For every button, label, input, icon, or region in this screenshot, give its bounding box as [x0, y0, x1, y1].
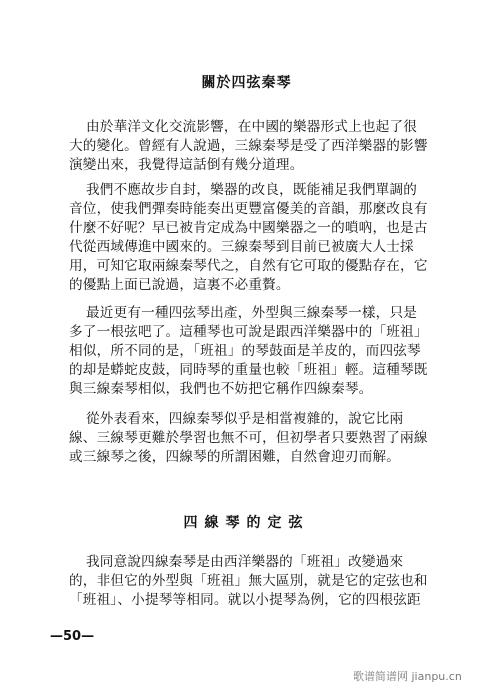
paragraph-line: 線、三線琴更難於學習也無不可，但初學者只要熟習了兩線: [69, 430, 428, 446]
paragraph-line: 的優點上面已說過，這裏不必重贅。: [69, 277, 290, 293]
paragraph-line: 從外表看來，四線秦琴似乎是相當複雜的，說它比兩: [86, 411, 404, 427]
page-number: —50—: [50, 629, 95, 644]
paragraph-line: 相似，所不同的是，「班祖」的琴鼓面是羊皮的，而四弦琴: [69, 343, 421, 359]
paragraph-line: 由於華洋文化交流影響，在中國的樂器形式上也起了很: [86, 119, 418, 135]
paragraph-line: 「班祖」、小提琴等相同。就以小提琴為例，它的四根弦距: [69, 592, 421, 608]
paragraph-line: 代從西域傳進中國來的。三線秦琴到目前已被廣大人士採: [69, 239, 414, 255]
paragraph-line: 最近更有一種四弦琴出產，外型與三線秦琴一樣，只是: [86, 305, 418, 321]
section-title-tuning: 四線琴的定弦: [183, 515, 310, 531]
paragraph-line: 我們不應故步自封，樂器的改良，既能補足我們單調的: [86, 182, 418, 198]
paragraph-line: 的，非但它的外型與「班祖」無大區別，就是它的定弦也和: [69, 573, 428, 589]
section-title-four-string-qin: 關於四弦秦琴: [201, 75, 292, 91]
paragraph-line: 與三線秦琴相似，我們也不妨把它稱作四線秦琴。: [69, 381, 373, 397]
paragraph-line: 我同意說四線秦琴是由西洋樂器的「班祖」改變過來: [86, 554, 404, 570]
paragraph-line: 什麼不好呢？早已被肯定成為中國樂器之一的嗩吶，也是古: [69, 220, 428, 236]
watermark: 歌谱简谱网 jianpu.cn: [353, 670, 462, 683]
paragraph-line: 大的變化。曾經有人說過，三線秦琴是受了西洋樂器的影響: [69, 138, 428, 154]
paragraph-line: 多了一根弦吧了。這種琴也可說是跟西洋樂器中的「班祖」: [69, 324, 428, 340]
paragraph-line: 演變出來，我覺得這話倒有幾分道理。: [69, 157, 304, 173]
paragraph-line: 音位，使我們彈奏時能奏出更豐富優美的音韻，那麼改良有: [69, 201, 428, 217]
paragraph-line: 用，可知它取兩線秦琴代之，自然有它可取的優點存在，它: [69, 258, 428, 274]
paragraph-line: 或三線琴之後，四線琴的所謂困難，自然會迎刃而解。: [69, 449, 401, 465]
paragraph-line: 的却是蟒蛇皮鼓，同時琴的重量也較「班祖」輕。這種琴既: [69, 362, 428, 378]
